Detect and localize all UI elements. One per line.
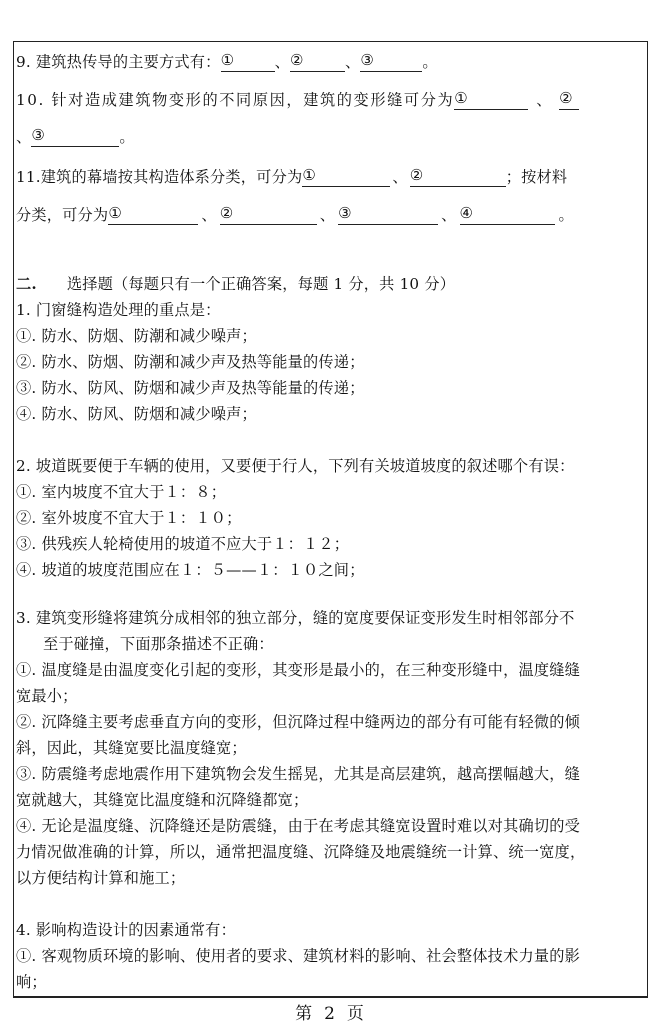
mc-question-3-option-1[interactable]: ①. 温度缝是由温度变化引起的变形，其变形是最小的，在三种变形缝中，温度缝缝 [16,661,581,679]
answer-blank[interactable]: ② [290,53,345,72]
mc-question-3-stem: 3. 建筑变形缝将建筑分成相邻的独立部分，缝的宽度要保证变形发生时相邻部分不 [16,609,575,627]
question-11-cont: 分类，可分为 ① 、 ② 、 ③ 、 ④ 。 [16,204,574,224]
mc-question-4-stem: 4. 影响构造设计的因素通常有： [16,921,236,939]
mc-question-2-stem: 2. 坡道既要便于车辆的使用，又要便于行人，下列有关坡道坡度的叙述哪个有误： [16,457,575,475]
mc-question-3-stem-cont: 至于碰撞，下面那条描述不正确： [43,635,274,653]
answer-blank[interactable]: ④ [460,206,555,225]
mc-question-1-option-1[interactable]: ①. 防水、防烟、防潮和减少噪声； [16,327,257,345]
page-number: 2 [324,1004,335,1024]
answer-blank[interactable]: ① [108,206,198,225]
question-10: 10. 针对造成建筑物变形的不同原因，建筑的变形缝可分为 ① 、 ② [16,90,579,110]
question-9-text: 9. 建筑热传导的主要方式有： [16,53,221,71]
mc-question-3-option-2[interactable]: ②. 沉降缝主要考虑垂直方向的变形，但沉降过程中缝两边的部分有可能有轻微的倾 [16,713,581,731]
mc-question-3-option-3[interactable]: ③. 防震缝考虑地震作用下建筑物会发生摇晃，尤其是高层建筑，越高摆幅越大，缝 [16,765,581,783]
answer-blank[interactable]: ③ [338,206,438,225]
mc-question-4-option-1-cont: 响； [16,973,47,991]
mc-question-2-option-4[interactable]: ④. 坡道的坡度范围应在１：５——１：１０之间； [16,561,365,579]
mc-question-1-option-3[interactable]: ③. 防水、防风、防烟和减少声及热等能量的传递； [16,379,365,397]
answer-blank[interactable]: ① [221,53,275,72]
mc-question-2-option-3[interactable]: ③. 供残疾人轮椅使用的坡道不应大于１：１２； [16,535,350,553]
section-number: 二. [16,275,37,293]
mc-question-2-option-2[interactable]: ②. 室外坡度不宜大于１：１０； [16,509,242,527]
answer-blank[interactable]: ③ [360,53,422,72]
answer-blank[interactable]: ② [559,91,579,110]
mc-question-3-option-2-cont: 斜，因此，其缝宽要比温度缝宽； [16,739,247,757]
question-10-cont: 、 ③ 。 [16,126,135,146]
answer-blank[interactable]: ② [220,206,317,225]
mc-question-1-stem: 1. 门窗缝构造处理的重点是： [16,301,221,319]
answer-blank[interactable]: ③ [31,128,119,147]
question-10-text: 10. 针对造成建筑物变形的不同原因，建筑的变形缝可分为 [16,91,455,109]
mc-question-1-option-4[interactable]: ④. 防水、防风、防烟和减少噪声； [16,405,257,423]
section-title: 选择题（每题只有一个正确答案，每题 1 分，共 10 分） [66,275,456,293]
answer-blank[interactable]: ① [454,91,528,110]
mc-question-3-option-4[interactable]: ④. 无论是温度缝、沉降缝还是防震缝，由于在考虑其缝宽设置时难以对其确切的受 [16,817,581,835]
mc-question-3-option-4-cont: 力情况做准确的计算，所以，通常把温度缝、沉降缝及地震缝统一计算、统一宽度， [16,843,586,861]
answer-blank[interactable]: ① [302,168,390,187]
answer-blank[interactable]: ② [410,168,506,187]
mc-question-3-option-3-cont: 宽就越大，其缝宽比温度缝和沉降缝都宽； [16,791,309,809]
question-9: 9. 建筑热传导的主要方式有： ① 、 ② 、 ③ 。 [16,51,438,71]
mc-question-4-option-1[interactable]: ①. 客观物质环境的影响、使用者的要求、建筑材料的影响、社会整体技术力量的影 [16,947,581,965]
question-11-text: 11.建筑的幕墙按其构造体系分类，可分为 [16,168,303,186]
mc-question-3-option-4-cont: 以方便结构计算和施工； [16,869,186,887]
mc-question-3-option-1-cont: 宽最小； [16,687,78,705]
question-11: 11.建筑的幕墙按其构造体系分类，可分为 ① 、 ② ；按材料 [16,166,568,186]
page-footer [0,1003,659,1025]
mc-question-2-option-1[interactable]: ①. 室内坡度不宜大于１：８； [16,483,227,501]
mc-question-1-option-2[interactable]: ②. 防水、防烟、防潮和减少声及热等能量的传递； [16,353,365,371]
page-suffix: 页 [346,1004,364,1024]
section-2-heading [16,274,455,294]
page-prefix: 第 [295,1004,313,1024]
